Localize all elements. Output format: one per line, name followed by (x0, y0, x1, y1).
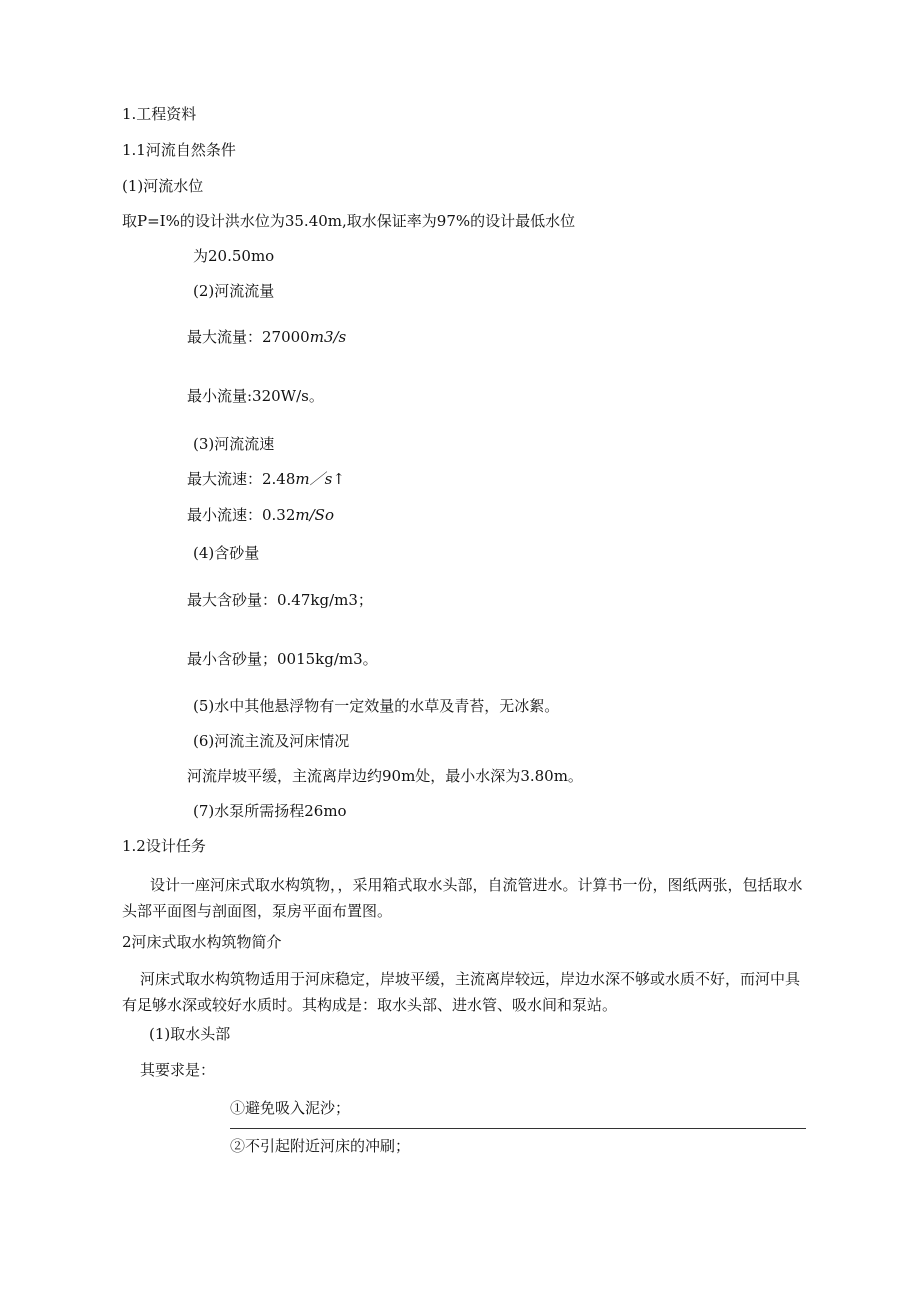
requirements-label: 其要求是： (140, 1061, 216, 1079)
max-flow-line (187, 327, 346, 347)
table-rule (230, 1128, 806, 1129)
intake-head-heading: (1)取水头部 (149, 1025, 231, 1043)
max-velocity-label: 最大流速：2.48 (187, 470, 296, 488)
section-2-title: 2河床式取水构筑物简介 (122, 933, 282, 951)
min-velocity-unit: m/So (295, 506, 334, 524)
velocity-heading: (3)河流流速 (193, 435, 275, 453)
min-flow-line: 最小流量:320W/s。 (187, 387, 324, 405)
section-1-1-title: 1.1河流自然条件 (122, 141, 236, 159)
section-1-title: 1.工程资料 (122, 105, 197, 123)
requirement-item: ①避免吸入泥沙； (230, 1099, 351, 1117)
max-sediment-line: 最大含砂量：0.47kg/m3； (187, 591, 373, 609)
min-velocity-label: 最小流速：0.32 (187, 506, 296, 524)
requirement-item: ②不引起附近河床的冲刷； (230, 1137, 411, 1155)
mainstream-heading: (6)河流主流及河床情况 (193, 732, 350, 750)
max-velocity-line (187, 469, 345, 489)
pump-head-line: (7)水泵所需扬程26mo (193, 802, 347, 820)
design-task-paragraph: 设计一座河床式取水构筑物，，采用箱式取水头部，自流管进水。计算书一份，图纸两张，包括取水头部平面图与剖面图，泵房平面布置图。 (122, 876, 803, 920)
floating-matter-line: (5)水中其他悬浮物有一定效量的水草及青苔，无冰絮。 (193, 697, 560, 715)
min-velocity-line (187, 505, 334, 525)
mainstream-text: 河流岸坡平缓，主流离岸边约90m处，最小水深为3.80m。 (187, 767, 583, 785)
intro-paragraph: 河床式取水构筑物适用于河床稳定，岸坡平缓，主流离岸较远，岸边水深不够或水质不好，而河中具有足够水深或较好水质时。其构成是：取水头部、进水管、吸水间和泵站。 (122, 970, 801, 1014)
max-flow-label: 最大流量：27000 (187, 328, 310, 346)
water-level-heading: (1)河流水位 (122, 177, 204, 195)
water-level-line-1: 取P=I%的设计洪水位为35.40m,取水保证率为97%的设计最低水位 (122, 212, 576, 230)
sediment-heading: (4)含砂量 (193, 544, 260, 562)
max-velocity-unit: m／s↑ (295, 470, 345, 488)
min-sediment-line: 最小含砂量；0015kg/m3。 (187, 650, 378, 668)
water-level-line-2: 为20.50mo (193, 247, 275, 265)
flow-heading: (2)河流流量 (193, 282, 275, 300)
max-flow-unit: m3/s (309, 328, 347, 346)
section-1-2-title: 1.2设计任务 (122, 837, 206, 855)
